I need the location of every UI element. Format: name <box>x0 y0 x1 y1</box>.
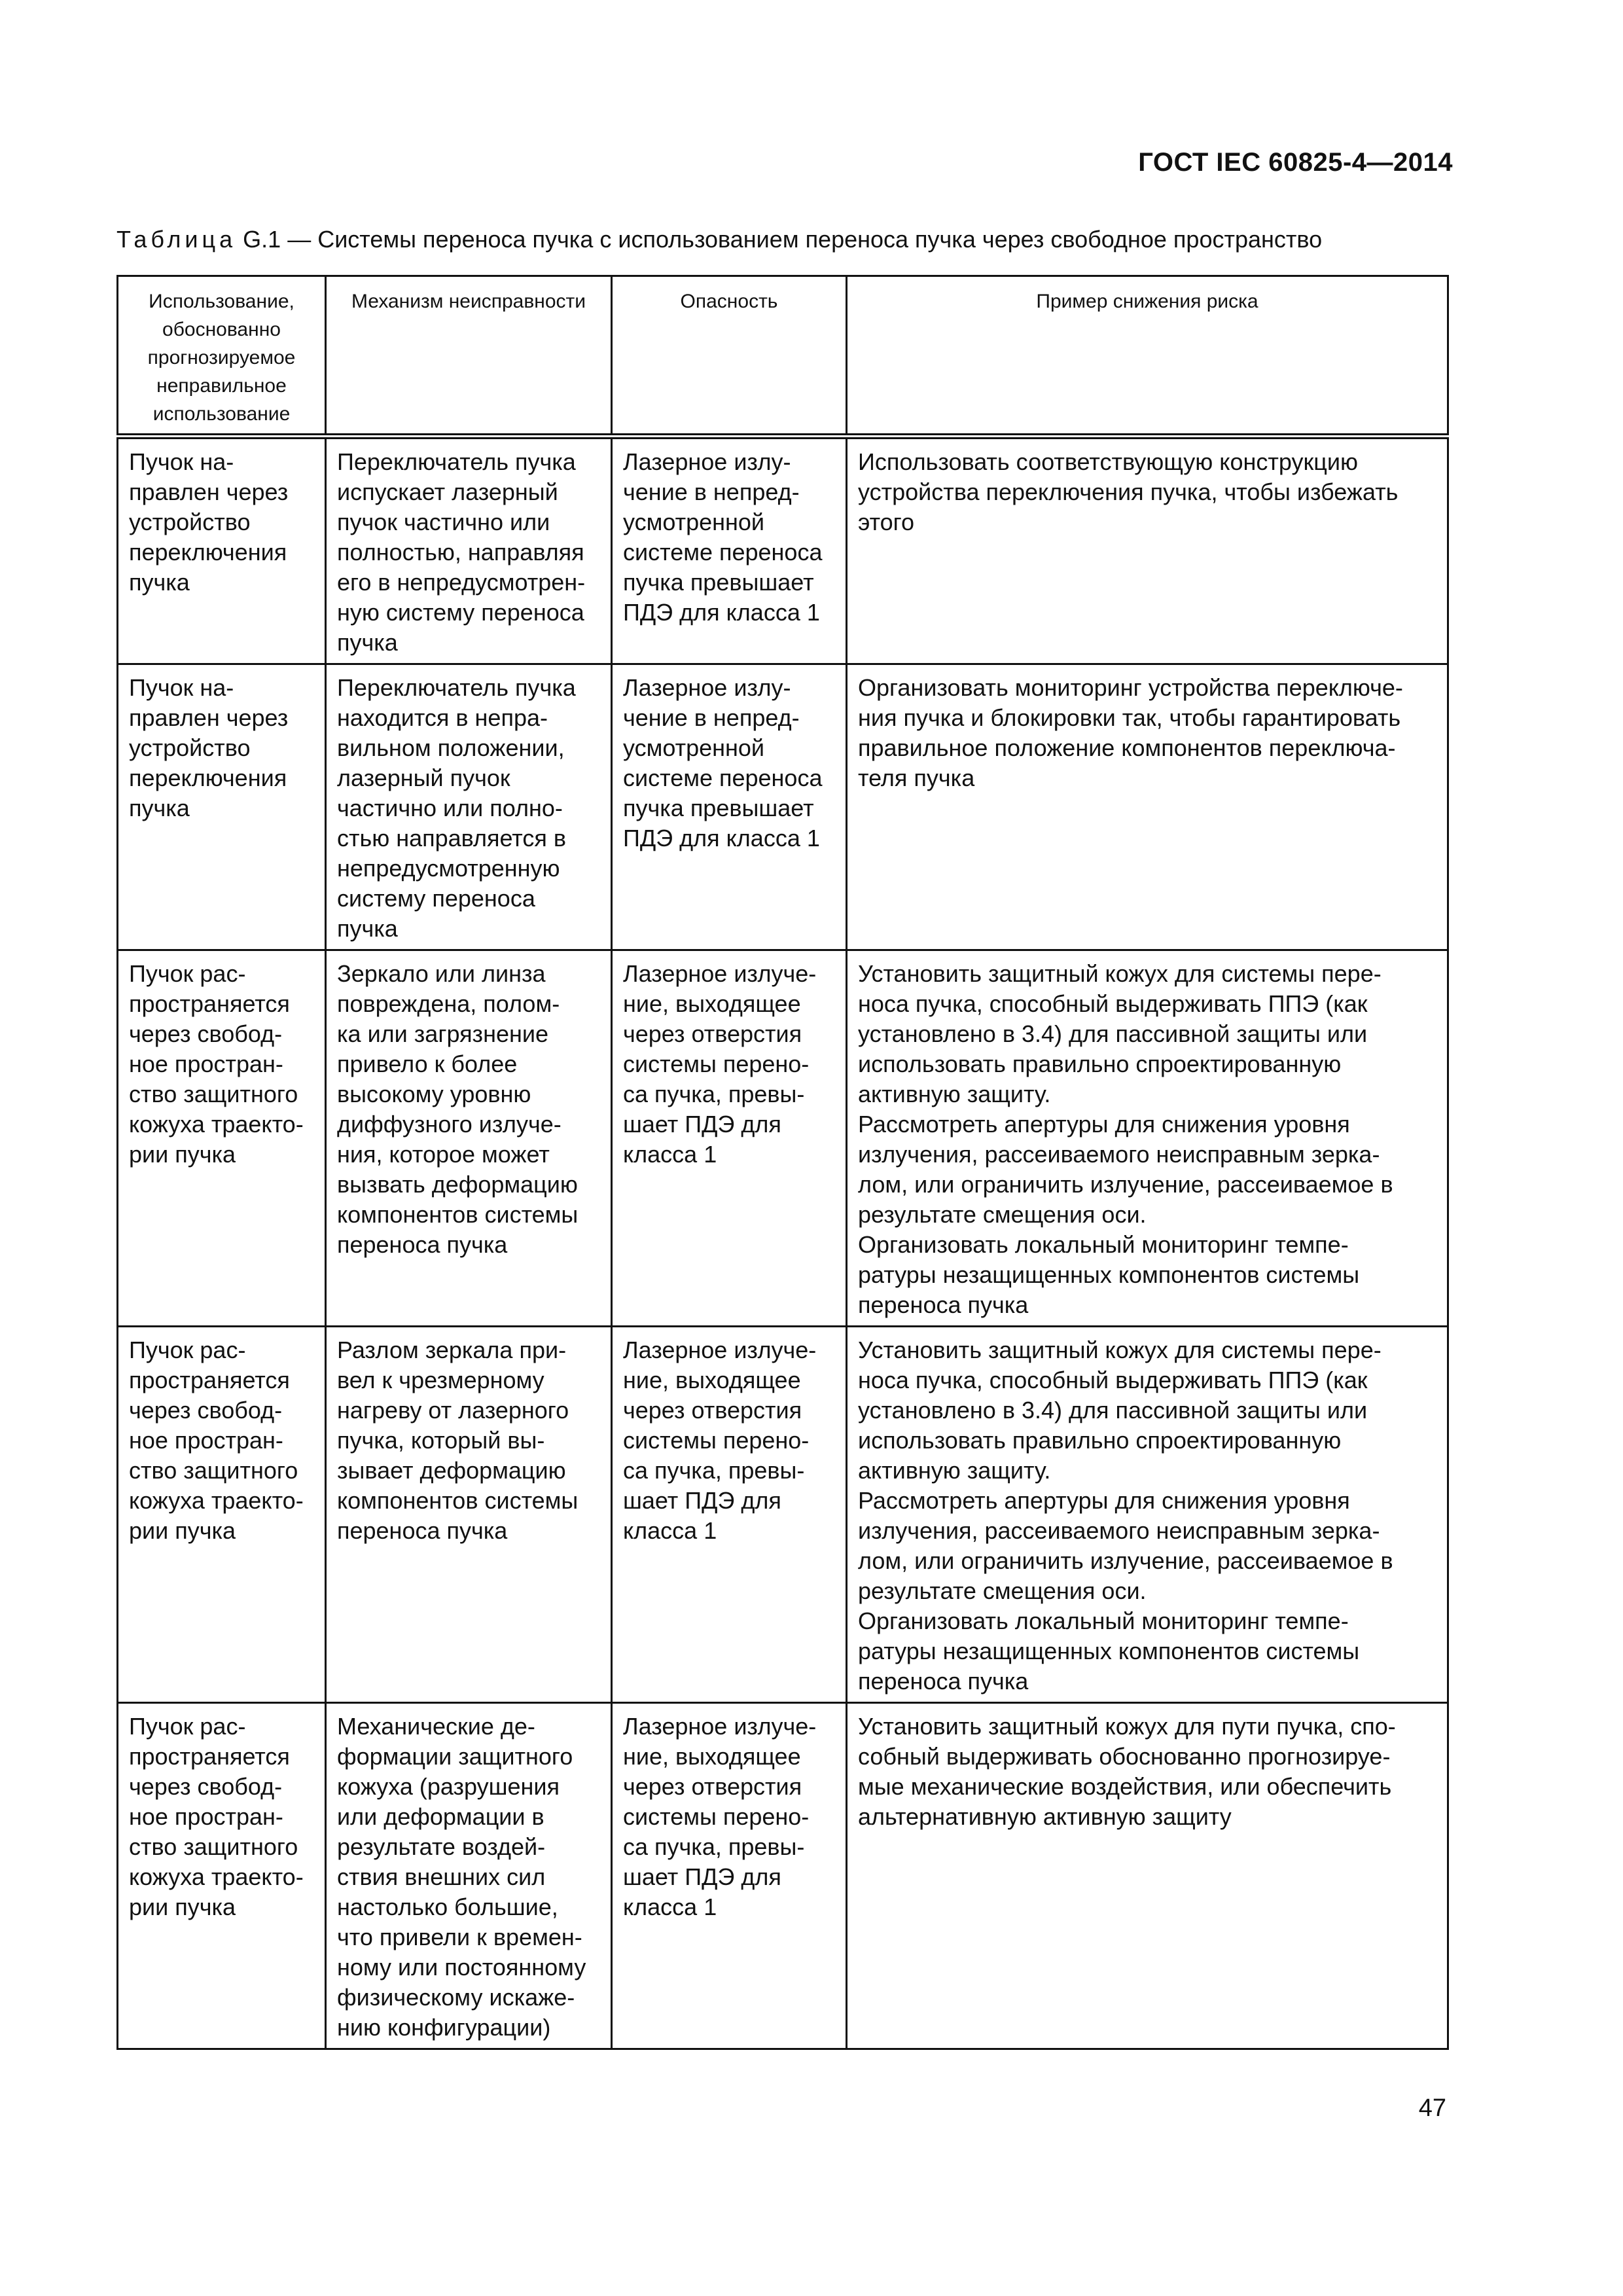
cell-failure-mechanism: Разлом зеркала при- вел к чрезмерному нагреву от лазерного пучка, который вы- зывает деформацию компонентов системы переноса пучка <box>326 1327 612 1703</box>
cell-failure-mechanism: Механические де- формации защитного кожуха (разрушения или деформации в результате воздей- ствия внешних сил настолько большие, что привели к времен- ному или постоянному физическому искаже- нию конфигурации) <box>326 1703 612 2049</box>
cell-hazard: Лазерное излуче- ние, выходящее через отверстия системы перено- са пучка, превы- шает ПДЭ для класса 1 <box>612 1703 847 2049</box>
page-number: 47 <box>1418 2094 1446 2122</box>
column-header-risk-reduction: Пример снижения риска <box>847 276 1448 437</box>
table-row <box>118 950 1448 1327</box>
cell-usage: Пучок рас- пространяется через свобод- ное простран- ство защитного кожуха траекто- рии пучка <box>118 1703 326 2049</box>
table-row <box>118 1327 1448 1703</box>
cell-usage: Пучок на- правлен через устройство переключения пучка <box>118 664 326 950</box>
cell-usage: Пучок рас- пространяется через свобод- ное простран- ство защитного кожуха траекто- рии пучка <box>118 950 326 1327</box>
cell-usage: Пучок на- правлен через устройство переключения пучка <box>118 437 326 664</box>
cell-hazard: Лазерное излуче- ние, выходящее через отверстия системы перено- са пучка, превы- шает ПДЭ для класса 1 <box>612 1327 847 1703</box>
cell-risk-reduction: Организовать мониторинг устройства переключе- ния пучка и блокировки так, чтобы гарантировать правильное положение компонентов переключа- теля пучка <box>847 664 1448 950</box>
table-caption <box>116 226 1322 253</box>
cell-risk-reduction: Установить защитный кожух для пути пучка, спо- собный выдерживать обоснованно прогнозируе- мые механические воздействия, или обеспечить альтернативную активную защиту <box>847 1703 1448 2049</box>
column-header-failure-mechanism: Механизм неисправности <box>326 276 612 437</box>
cell-usage: Пучок рас- пространяется через свобод- ное простран- ство защитного кожуха траекто- рии пучка <box>118 1327 326 1703</box>
cell-failure-mechanism: Переключатель пучка испускает лазерный пучок частично или полностью, направляя его в непредусмотрен- ную систему переноса пучка <box>326 437 612 664</box>
table-caption-prefix: Таблица <box>116 226 237 253</box>
cell-failure-mechanism: Зеркало или линза повреждена, полом- ка или загрязнение привело к более высокому уровню диффузного излуче- ния, которое может вызвать деформацию компонентов системы переноса пучка <box>326 950 612 1327</box>
cell-failure-mechanism: Переключатель пучка находится в непра- вильном положении, лазерный пучок частично или полно- стью направляется в непредусмотренную систему переноса пучка <box>326 664 612 950</box>
cell-risk-reduction: Использовать соответствующую конструкцию устройства переключения пучка, чтобы избежать этого <box>847 437 1448 664</box>
cell-risk-reduction: Установить защитный кожух для системы пере- носа пучка, способный выдерживать ППЭ (как установлено в 3.4) для пассивной защиты или использовать правильно спроектированную активную защиту. Рассмотреть апертуры для снижения уровня излучения, рассеиваемого неисправным зерка- лом, или ограничить излучение, рассеиваемое в результате смещения оси. Организовать локальный мониторинг темпе- ратуры незащищенных компонентов системы переноса пучка <box>847 1327 1448 1703</box>
column-header-hazard: Опасность <box>612 276 847 437</box>
cell-hazard: Лазерное излу- чение в непред- усмотренной системе переноса пучка превышает ПДЭ для класса 1 <box>612 437 847 664</box>
table-row <box>118 664 1448 950</box>
cell-hazard: Лазерное излуче- ние, выходящее через отверстия системы перено- са пучка, превы- шает ПДЭ для класса 1 <box>612 950 847 1327</box>
document-standard-header: ГОСТ IEC 60825-4—2014 <box>1138 148 1453 177</box>
table-row <box>118 437 1448 664</box>
column-header-usage: Использование, обоснованно прогнозируемое неправильное использование <box>118 276 326 437</box>
cell-hazard: Лазерное излу- чение в непред- усмотренной системе переноса пучка превышает ПДЭ для класса 1 <box>612 664 847 950</box>
table-row <box>118 1703 1448 2049</box>
cell-risk-reduction: Установить защитный кожух для системы пере- носа пучка, способный выдерживать ППЭ (как установлено в 3.4) для пассивной защиты или использовать правильно спроектированную активную защиту. Рассмотреть апертуры для снижения уровня излучения, рассеиваемого неисправным зерка- лом, или ограничить излучение, рассеиваемое в результате смещения оси. Организовать локальный мониторинг темпе- ратуры незащищенных компонентов системы переноса пучка <box>847 950 1448 1327</box>
risk-table <box>116 275 1449 2050</box>
table-caption-text: G.1 — Системы переноса пучка с использованием переноса пучка через свободное пространство <box>243 226 1323 253</box>
table-header-row <box>118 276 1448 437</box>
